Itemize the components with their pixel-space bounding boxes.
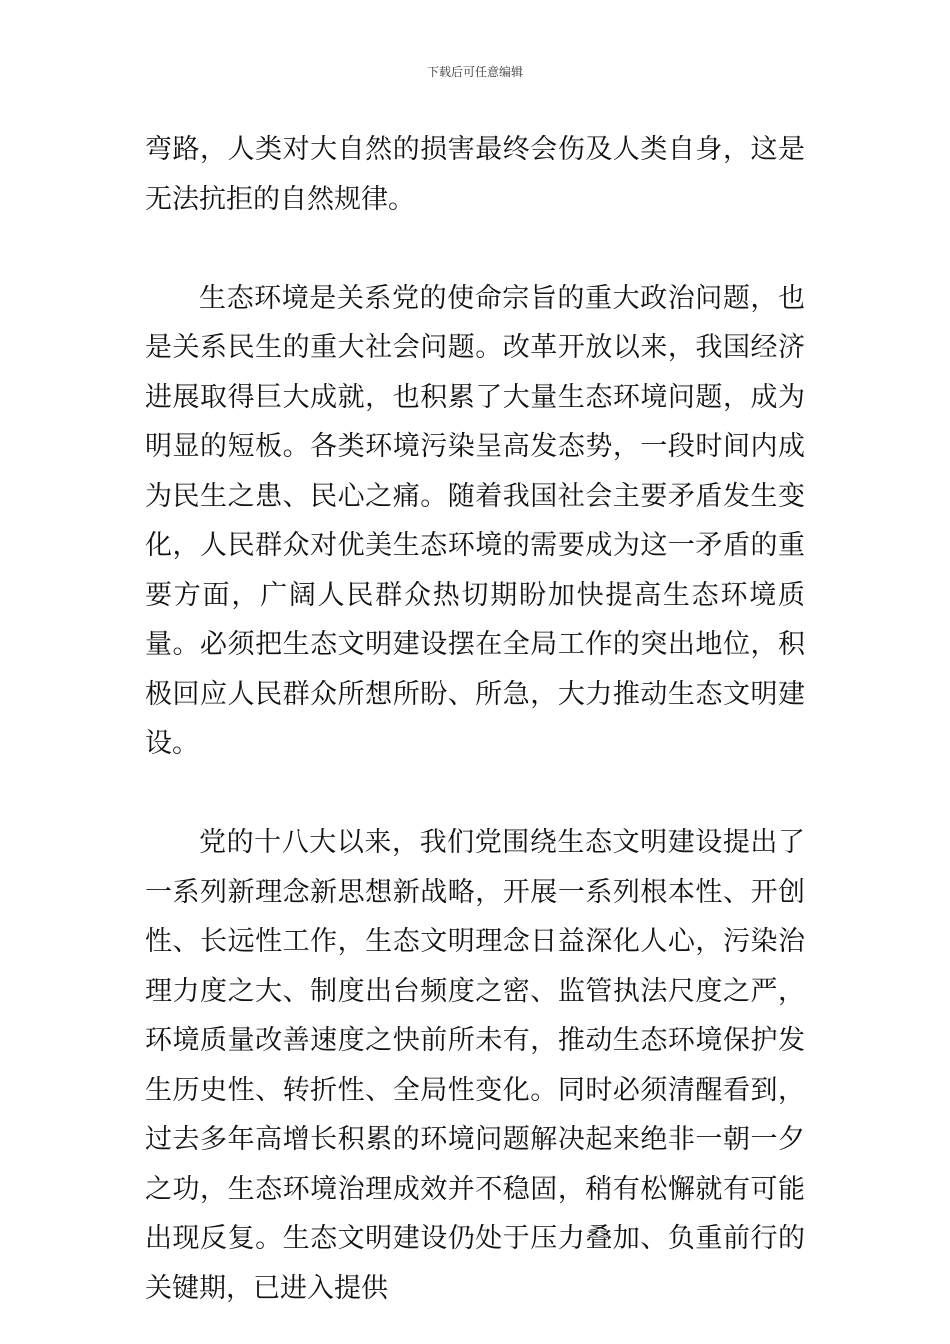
page-header: 下载后可任意编辑 xyxy=(426,65,523,79)
paragraph-3: 党的十八大以来，我们党围绕生态文明建设提出了一系列新理念新思想新战略，开展一系列根本性、开创性、长远性工作，生态文明理念日益深化人心，污染治理力度之大、制度出台频度之密、监管执法尺度之严，环境质量改善速度之快前所未有，推动生态环境保护发生历史性、转折性、全局性变化。同时必须清醒看到，过去多年高增长积累的环境问题解决起来绝非一朝一夕之功，生态环境治理成效并不稳固，稍有松懈就有可能出现反复。生态文明建设仍处于压力叠加、负重前行的关键期，已进入提供 xyxy=(145,827,805,1304)
paragraph-2: 生态环境是关系党的使命宗旨的重大政治问题，也是关系民生的重大社会问题。改革开放以来，我国经济进展取得巨大成就，也积累了大量生态环境问题，成为明显的短板。各类环境污染呈高发态势，一段时间内成为民生之患、民心之痛。随着我国社会主要矛盾发生变化，人民群众对优美生态环境的需要成为这一矛盾的重要方面，广阔人民群众热切期盼加快提高生态环境质量。必须把生态文明建设摆在全局工作的突出地位，积极回应人民群众所想所盼、所急，大力推动生态文明建设。 xyxy=(145,282,805,759)
paragraph-gap xyxy=(145,224,805,274)
paragraph-1: 弯路，人类对大自然的损害最终会伤及人类自身，这是无法抗拒的自然规律。 xyxy=(145,134,805,215)
document-body xyxy=(145,125,805,1313)
paragraph-gap xyxy=(145,769,805,819)
